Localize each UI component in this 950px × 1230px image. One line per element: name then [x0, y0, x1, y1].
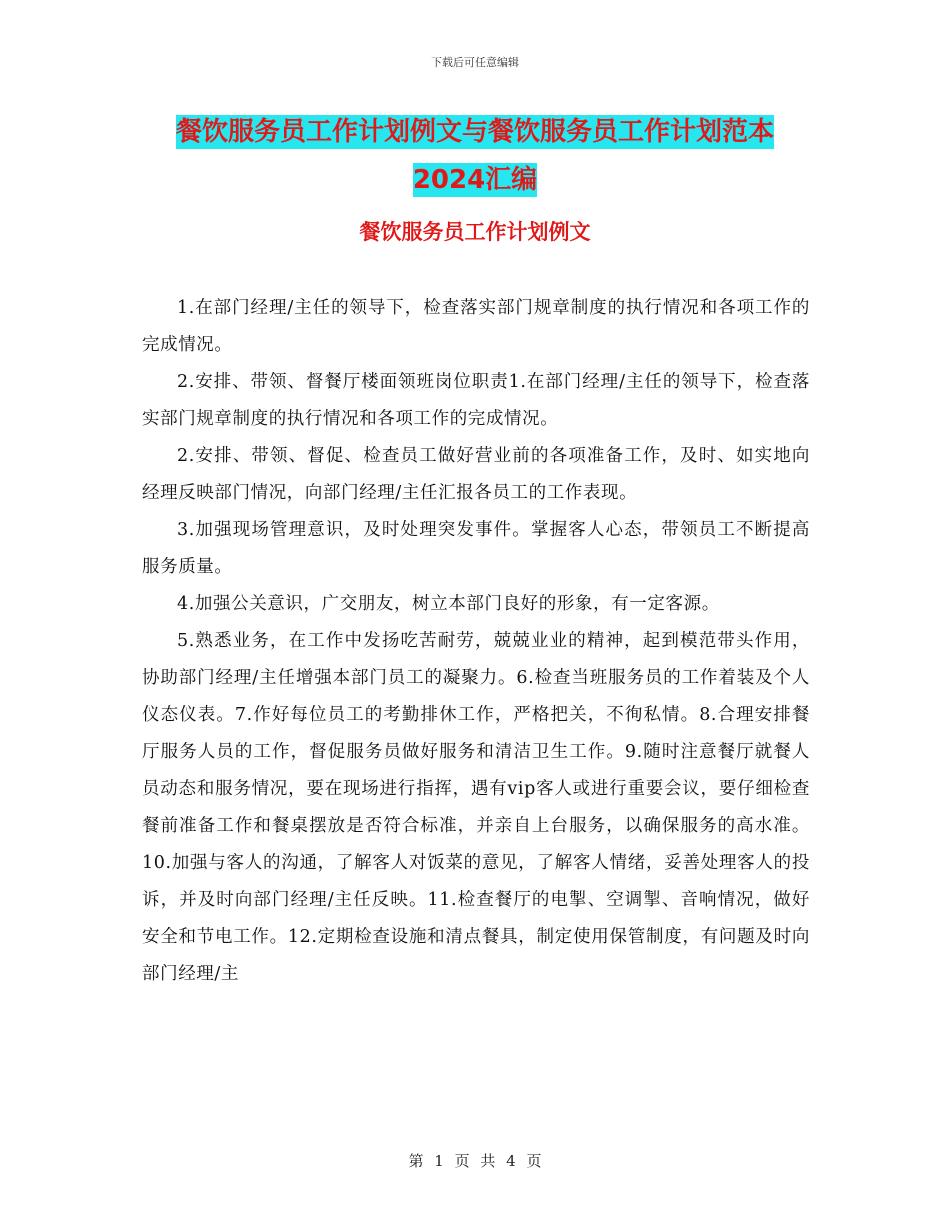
- paragraph: 2.安排、带领、督餐厅楼面领班岗位职责1.在部门经理/主任的领导下，检查落实部门规章制度的执行情况和各项工作的完成情况。: [142, 372, 810, 429]
- paragraph: 2.安排、带领、督促、检查员工做好营业前的各项准备工作，及时、如实地向经理反映部门情况，向部门经理/主任汇报各员工的工作表现。: [142, 446, 810, 503]
- paragraph: 1.在部门经理/主任的领导下，检查落实部门规章制度的执行情况和各项工作的完成情况。: [142, 298, 810, 355]
- section-title: 餐饮服务员工作计划例文: [359, 220, 591, 244]
- paragraph: 3.加强现场管理意识，及时处理突发事件。掌握客人心态，带领员工不断提高服务质量。: [142, 520, 810, 577]
- document-title-text: 餐饮服务员工作计划例文与餐饮服务员工作计划范本2024汇编: [175, 117, 774, 195]
- page-number: 第 1 页 共 4 页: [408, 1152, 542, 1170]
- document-title: [150, 108, 800, 204]
- paragraph: 4.加强公关意识，广交朋友，树立本部门良好的形象，有一定客源。: [177, 594, 720, 614]
- paragraph: 5.熟悉业务，在工作中发扬吃苦耐劳，兢兢业业的精神，起到模范带头作用，协助部门经理/主任增强本部门员工的凝聚力。6.检查当班服务员的工作着装及个人仪态仪表。7.作好每位员工的考勤排休工作，严格把关，不徇私情。8.合理安排餐厅服务人员的工作，督促服务员做好服务和清洁卫生工作。9.随时注意餐厅就餐人员动态和服务情况，要在现场进行指挥，遇有vip客人或进行重要会议，要仔细检查餐前准备工作和餐桌摆放是否符合标准，并亲自上台服务，以确保服务的高水准。10.加强与客人的沟通，了解客人对饭菜的意见，了解客人情绪，妥善处理客人的投诉，并及时向部门经理/主任反映。11.检查餐厅的电掣、空调掣、音响情况，做好安全和节电工作。12.定期检查设施和清点餐具，制定使用保管制度，有问题及时向部门经理/主: [142, 631, 810, 984]
- document-body: [142, 290, 810, 993]
- header-note: 下载后可任意编辑: [431, 56, 519, 69]
